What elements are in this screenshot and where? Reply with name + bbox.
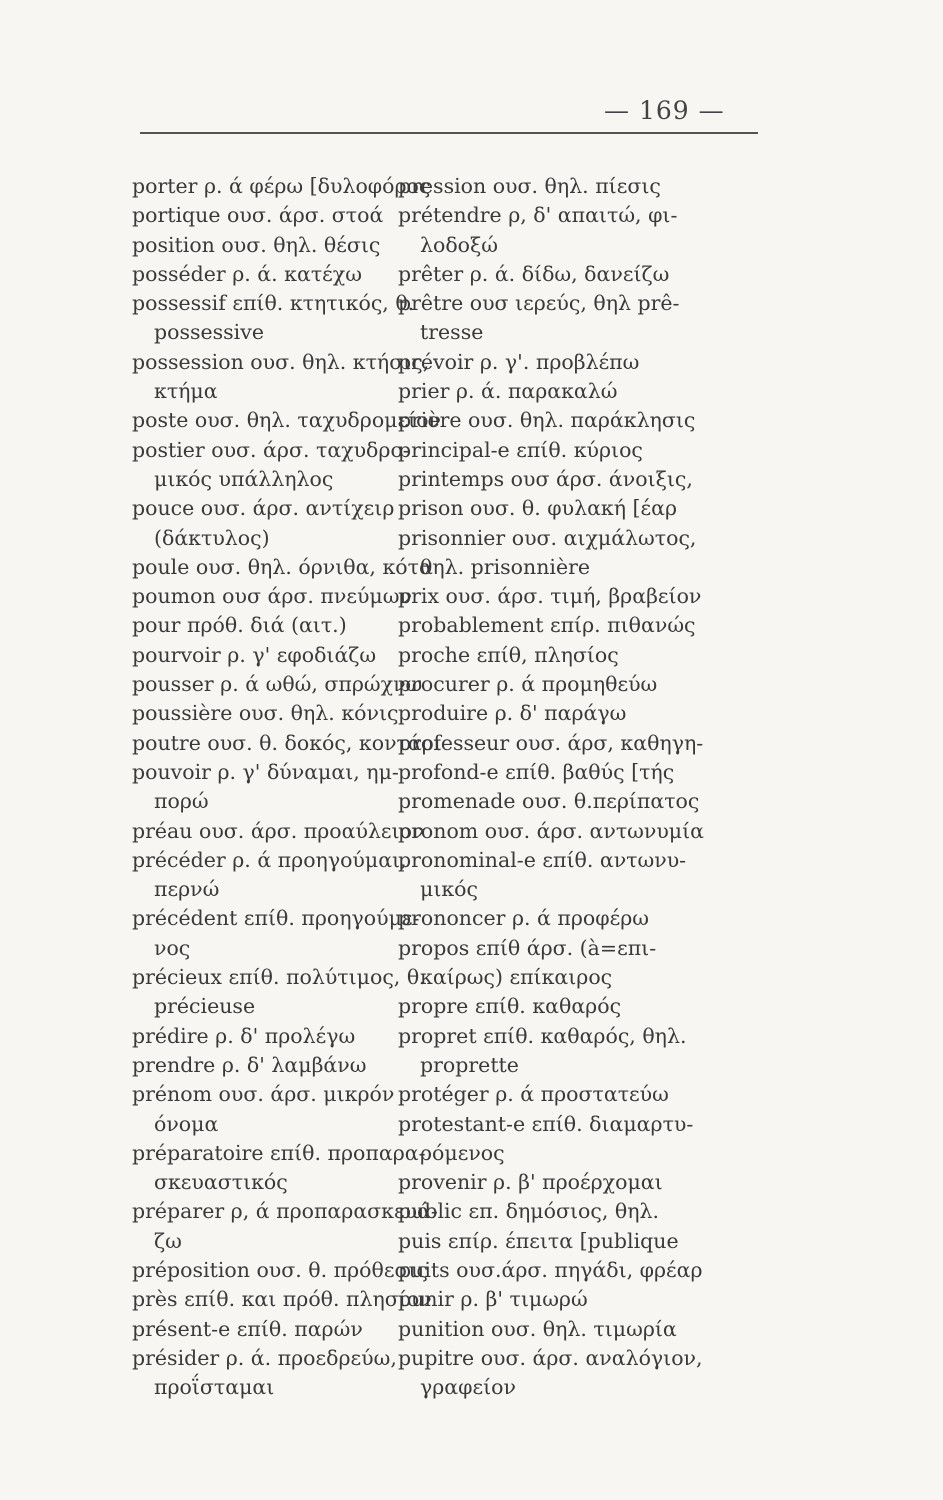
dictionary-entry-line: propret επίθ. καθαρός, θηλ. [398,1023,687,1048]
entry-continuation-line: πορώ [154,789,209,814]
dictionary-entry-line: prêter ρ. ά. δίδω, δανείζω [398,261,670,286]
entry-continuation-line: (δάκτυλος) [154,525,270,550]
dictionary-entry-line: postier ουσ. άρσ. ταχυδρο- [132,437,410,462]
right-column [398,172,798,1402]
entry-continuation-line: μικός [420,877,478,902]
left-column [132,172,442,1402]
dictionary-entry-line: présider ρ. ά. προεδρεύω, [132,1345,397,1370]
dictionary-entry-line: pronominal-e επίθ. αντωνυ- [398,847,687,872]
dictionary-entry-line: prédire ρ. δ' προλέγω [132,1023,356,1048]
dictionary-entry-line: poutre ουσ. θ. δοκός, κοντάρι [132,730,442,755]
dictionary-entry-line: pouvoir ρ. γ' δύναμαι, ημ- [132,759,399,784]
entry-continuation-line: possessive [154,320,264,345]
dictionary-entry-line: poule ουσ. θηλ. όρνιθα, κότα [132,554,433,579]
entry-continuation-line: περνώ [154,877,220,902]
entry-continuation-line: θηλ. prisonnière [420,554,591,579]
dictionary-entry-line: possessif επίθ. κτητικός, θ. [132,291,415,316]
dictionary-entry-line: protestant-e επίθ. διαμαρτυ- [398,1111,694,1136]
header-rule [140,132,758,134]
dictionary-entry-line: prétendre ρ, δ' απαιτώ, φι- [398,203,678,228]
dictionary-entry-line: préposition ουσ. θ. πρόθεσις [132,1257,428,1282]
dictionary-entry-line: protéger ρ. ά προστατεύω [398,1082,669,1107]
entry-continuation-line: ζω [154,1228,182,1253]
dictionary-entry-line: puits ουσ.άρσ. πηγάδι, φρέαρ [398,1257,703,1282]
dictionary-entry-line: punir ρ. β' τιμωρώ [398,1287,588,1312]
dictionary-entry-line: pourvoir ρ. γ' εφοδιάζω [132,642,377,667]
dictionary-entry-line: préparatoire επίθ. προπαρα- [132,1140,426,1165]
dictionary-entry-line: profond-e επίθ. βαθύς [τής [398,759,675,784]
dictionary-entry-line: prévoir ρ. γ'. προβλέπω [398,349,640,374]
dictionary-entry-line: pronom ουσ. άρσ. αντωνυμία [398,818,705,843]
dictionary-entry-line: pour πρόθ. διά (αιτ.) [132,613,347,638]
dictionary-entry-line: professeur ουσ. άρσ, καθηγη- [398,730,704,755]
dictionary-entry-line: poumon ουσ άρσ. πνεύμων [132,584,412,609]
dictionary-entry-line: près επίθ. και πρόθ. πλησίον [132,1287,432,1312]
dictionary-entry-line: pupitre ουσ. άρσ. αναλόγιον, [398,1345,703,1370]
entry-continuation-line: προΐσταμαι [154,1375,275,1400]
dictionary-entry-line: procurer ρ. ά προμηθεύω [398,672,658,697]
page-number: — 169 — [604,96,725,125]
dictionary-entry-line: punition ουσ. θηλ. τιμωρία [398,1316,677,1341]
dictionary-entry-line: portique ουσ. άρσ. στοά [132,203,384,228]
dictionary-entry-line: pression ουσ. θηλ. πίεσις [398,174,661,198]
dictionary-entry-line: porter ρ. ά φέρω [δυλοφόρος [132,174,431,198]
entry-continuation-line: όνομα [154,1111,219,1136]
dictionary-entry-line: prison ουσ. θ. φυλακή [έαρ [398,496,678,521]
dictionary-entry-line: principal-e επίθ. κύριος [398,437,643,462]
entry-continuation-line: précieuse [154,994,256,1019]
entry-continuation-line: γραφείον [420,1375,516,1400]
dictionary-entry-line: prendre ρ. δ' λαμβάνω [132,1052,367,1077]
dictionary-entry-line: précédent επίθ. προηγούμε- [132,906,420,931]
dictionary-entry-line: précieux επίθ. πολύτιμος, θ. [132,965,426,990]
dictionary-entry-line: produire ρ. δ' παράγω [398,701,627,726]
entry-continuation-line: proprette [420,1052,519,1077]
dictionary-entry-line: présent-e επίθ. παρών [132,1316,363,1341]
dictionary-entry-line: proche επίθ, πλησίος [398,642,619,667]
entry-continuation-line: μικός υπάλληλος [154,466,334,491]
dictionary-entry-line: poussière ουσ. θηλ. κόνις [132,701,399,726]
dictionary-entry-line: prier ρ. ά. παρακαλώ [398,379,618,404]
entry-continuation-line: ρόμενος [420,1140,505,1165]
dictionary-entry-line: promenade ουσ. θ.περίπατος [398,789,700,814]
dictionary-entry-line: propos επίθ άρσ. (à=επι- [398,935,657,960]
dictionary-entry-line: prononcer ρ. ά προφέρω [398,906,649,931]
dictionary-entry-line: prière ουσ. θηλ. παράκλησις [398,408,696,433]
dictionary-entry-line: propre επίθ. καθαρός [398,994,622,1019]
dictionary-entry-line: puis επίρ. έπειτα [publique [398,1228,679,1253]
entry-continuation-line: tresse [420,320,484,345]
dictionary-entry-line: possession ουσ. θηλ. κτήσις, [132,349,430,374]
dictionary-entry-line: préparer ρ, ά προπαρασκευά- [132,1199,438,1224]
dictionary-entry-line: poste ουσ. θηλ. ταχυδρομείον [132,408,441,433]
dictionary-entry-line: posséder ρ. ά. κατέχω [132,261,362,286]
entry-continuation-line: κτήμα [154,379,218,404]
dictionary-entry-line: provenir ρ. β' προέρχομαι [398,1170,663,1195]
dictionary-entry-line: précéder ρ. ά προηγούμαι, [132,847,407,872]
entry-continuation-line: σκευαστικός [154,1170,288,1195]
dictionary-entry-line: position ουσ. θηλ. θέσις [132,232,381,257]
entry-continuation-line: λοδοξώ [420,232,499,257]
dictionary-entry-line: prix ουσ. άρσ. τιμή, βραβείον [398,584,702,609]
dictionary-entry-line: printemps ουσ άρσ. άνοιξις, [398,466,693,491]
dictionary-entry-line: prénom ουσ. άρσ. μικρόν [132,1082,395,1107]
entry-continuation-line: καίρως) επίκαιρος [420,965,613,990]
dictionary-entry-line: prêtre ουσ ιερεύς, θηλ prê- [398,291,680,316]
dictionary-entry-line: public επ. δημόσιος, θηλ. [398,1199,659,1224]
dictionary-entry-line: pouce ουσ. άρσ. αντίχειρ [132,496,395,521]
entry-continuation-line: νος [154,935,191,960]
dictionary-entry-line: prisonnier ουσ. αιχμάλωτος, [398,525,697,550]
dictionary-entry-line: pousser ρ. ά ωθώ, σπρώχνω [132,672,423,697]
dictionary-entry-line: probablement επίρ. πιθανώς [398,613,696,638]
dictionary-entry-line: préau ουσ. άρσ. προαύλειον [132,818,425,843]
